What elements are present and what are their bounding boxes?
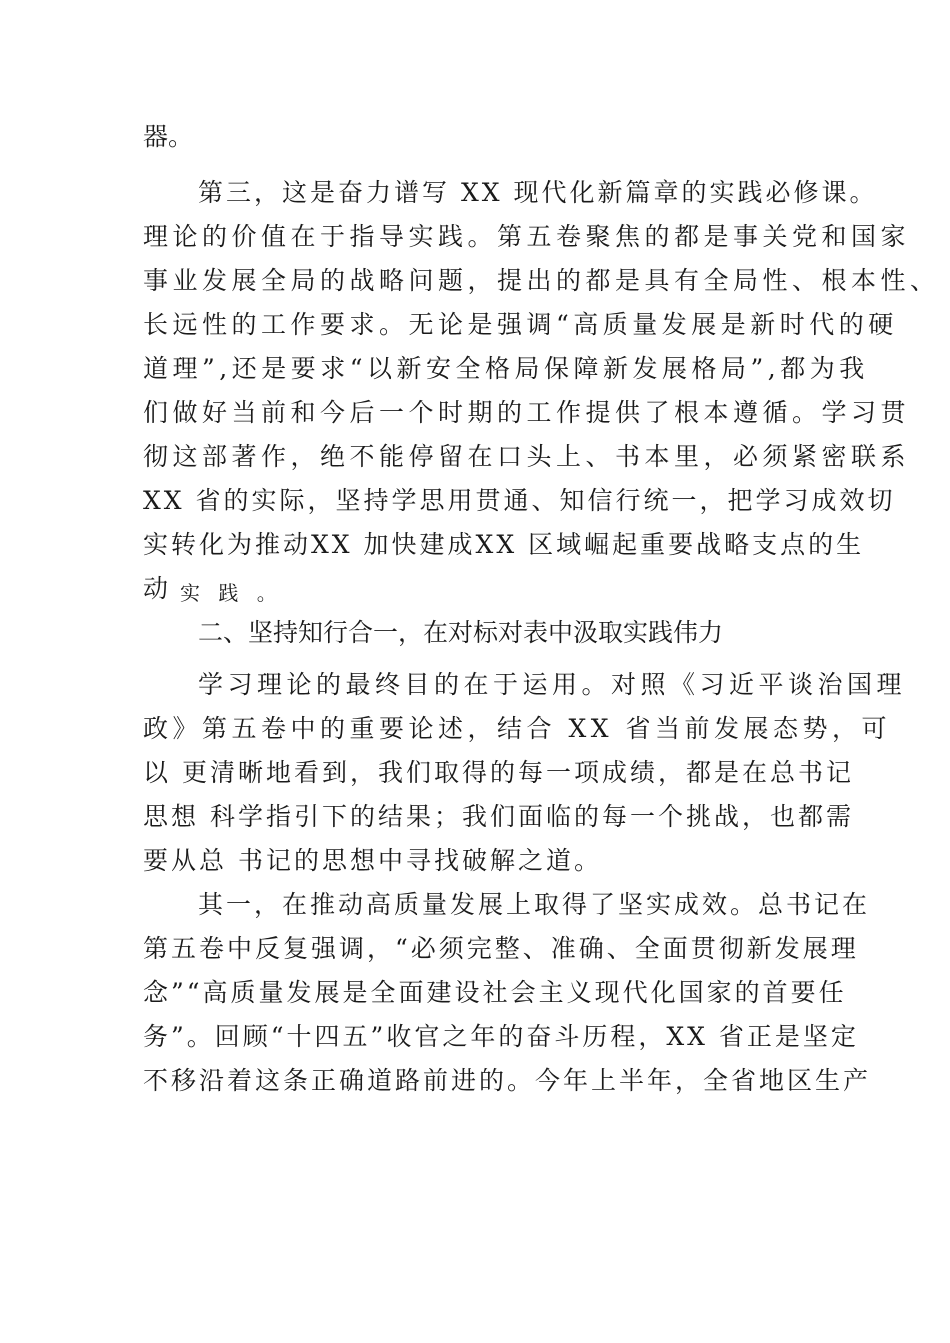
text-line: 要从总 书记的思想中寻找破解之道。	[143, 846, 602, 875]
text-line: XX 省的实际，坚持学思用贯通、知信行统一，把学习成效切	[143, 486, 896, 515]
text-line: 理论的价值在于指导实践。第五卷聚焦的都是事关党和国家	[143, 222, 911, 251]
text-line: 第五卷中反复强调，“必须完整、准确、全面贯彻新发展理	[143, 934, 859, 963]
text-line: 念”“高质量发展是全面建设社会主义现代化国家的首要任	[143, 978, 847, 1007]
text-line: 彻这部著作，绝不能停留在口头上、书本里，必须紧密联系	[143, 442, 911, 471]
text-line: 事业发展全局的战略问题，提出的都是具有全局性、根本性、	[143, 266, 940, 295]
text-line: 第三，这是奋力谱写 XX 现代化新篇章的实践必修课。	[198, 178, 878, 207]
text-line: 实 践 。	[180, 581, 283, 605]
text-line: 道理”,还是要求“以新安全格局保障新发展格局”,都为我	[143, 354, 869, 383]
text-line: 长远性的工作要求。无论是强调“高质量发展是新时代的硬	[143, 310, 898, 339]
text-line: 器。	[143, 122, 194, 151]
text-line: 学习理论的最终目的在于运用。对照《习近平谈治国理	[198, 670, 907, 699]
text-line: 动	[143, 574, 169, 603]
text-line: 思想 科学指引下的结果；我们面临的每一个挑战，也都需	[143, 802, 854, 831]
section-heading: 二、坚持知行合一，在对标对表中汲取实践伟力	[198, 618, 724, 647]
text-line: 以 更清晰地看到，我们取得的每一项成绩，都是在总书记	[143, 758, 854, 787]
text-line: 政》第五卷中的重要论述，结合 XX 省当前发展态势，可	[143, 714, 891, 743]
text-line: 务”。回顾“十四五”收官之年的奋斗历程，XX 省正是坚定	[143, 1022, 859, 1051]
text-line: 其一，在推动高质量发展上取得了坚实成效。总书记在	[198, 890, 871, 919]
text-line: 们做好当前和今后一个时期的工作提供了根本遵循。学习贯	[143, 398, 911, 427]
text-line: 实转化为推动XX 加快建成XX 区域崛起重要战略支点的生	[143, 530, 865, 559]
text-line: 不移沿着这条正确道路前进的。今年上半年，全省地区生产	[143, 1066, 872, 1095]
